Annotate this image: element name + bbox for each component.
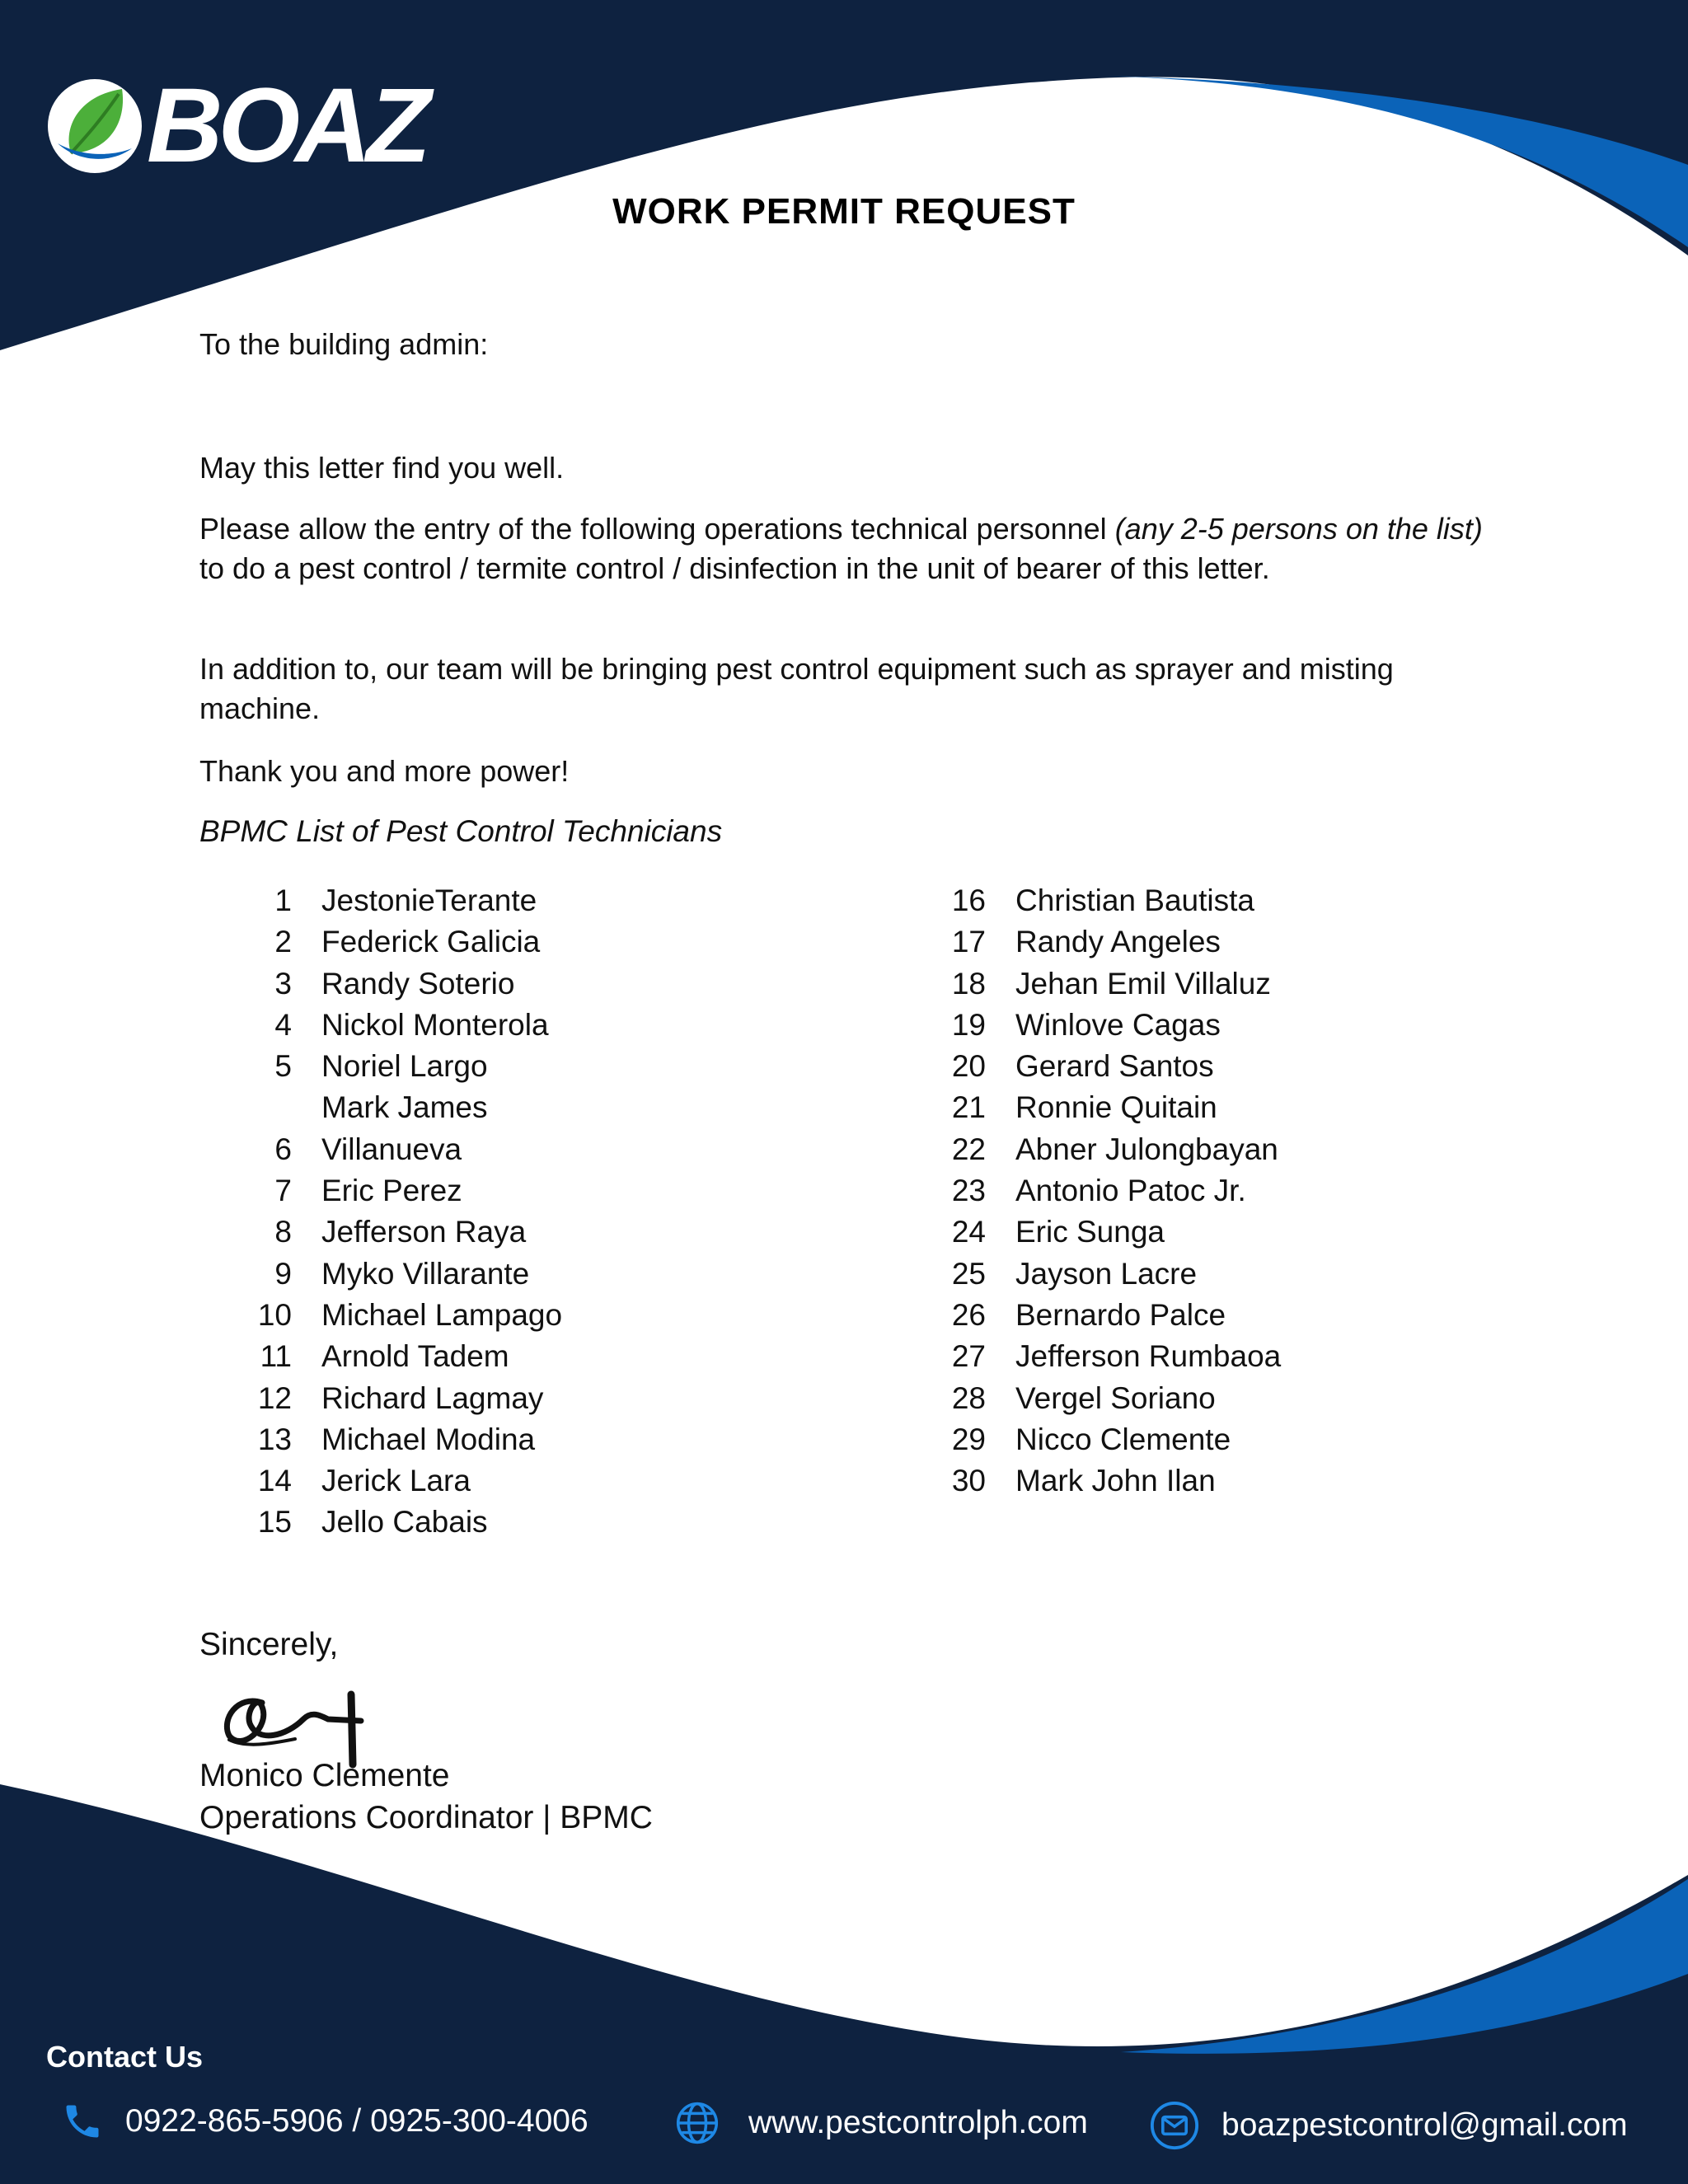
request-paragraph (199, 509, 1485, 588)
request-text-end: to do a pest control / termite control / disinfection in the unit of bearer of this letter. (199, 551, 1270, 585)
email-icon (1149, 2100, 1200, 2151)
technician-number: 7 (274, 1174, 292, 1208)
technician-row (204, 1046, 864, 1087)
technician-number: 27 (951, 1339, 986, 1374)
technician-row (204, 1295, 864, 1336)
boaz-leaf-logo-icon (46, 77, 143, 175)
technician-name: Jello Cabais (321, 1505, 488, 1540)
technician-row (898, 1336, 1558, 1377)
technician-name: Christian Bautista (1015, 883, 1254, 917)
technician-row (898, 921, 1558, 963)
technician-number: 21 (951, 1090, 986, 1125)
technician-number: 4 (274, 1007, 292, 1042)
contact-heading: Contact Us (46, 2040, 204, 2074)
technician-number: 5 (274, 1049, 292, 1084)
technician-name: Noriel Largo (321, 1049, 488, 1084)
technician-row (898, 1129, 1558, 1170)
thanks-line: Thank you and more power! (199, 754, 570, 788)
technician-name: Jehan Emil Villaluz (1015, 966, 1271, 1001)
technician-list-left (204, 880, 864, 1544)
salutation: To the building admin: (199, 327, 489, 361)
technician-row (898, 1295, 1558, 1336)
technician-number: 26 (951, 1297, 986, 1332)
technician-row (204, 1212, 864, 1253)
technician-name: Winlove Cagas (1015, 1007, 1221, 1042)
technician-name: Bernardo Palce (1015, 1297, 1226, 1332)
technician-row (898, 1005, 1558, 1046)
signature-image (213, 1678, 377, 1769)
technician-name: Jefferson Raya (321, 1215, 527, 1249)
contact-phone (61, 2100, 588, 2143)
technician-row (204, 1170, 864, 1212)
technician-number: 1 (274, 883, 292, 917)
technician-name: Michael Lampago (321, 1297, 563, 1332)
technician-row (204, 963, 864, 1005)
greeting: May this letter find you well. (199, 451, 565, 485)
technician-name: Myko Villarante (321, 1256, 530, 1291)
technician-row (898, 1254, 1558, 1295)
technician-name: Eric Sunga (1015, 1215, 1165, 1249)
technician-row (898, 963, 1558, 1005)
email-link[interactable]: boazpestcontrol@gmail.com (1221, 2107, 1628, 2143)
signatory-role: Operations Coordinator | BPMC (199, 1800, 653, 1835)
technician-number: 28 (951, 1380, 986, 1415)
technician-row (898, 880, 1558, 921)
technician-name: Vergel Soriano (1015, 1380, 1216, 1415)
contact-website[interactable] (674, 2100, 1088, 2146)
technician-number: 10 (257, 1297, 292, 1332)
phone-icon (61, 2100, 104, 2143)
technician-number: 24 (951, 1215, 986, 1249)
technician-number (204, 1087, 321, 1128)
technician-number: 14 (257, 1464, 292, 1498)
contact-email[interactable] (1149, 2100, 1628, 2151)
technician-number: 18 (951, 966, 986, 1001)
technician-number: 2 (274, 925, 292, 959)
equipment-paragraph: In addition to, our team will be bringing pest control equipment such as sprayer and misting machine. (199, 652, 1394, 725)
technician-number: 19 (951, 1007, 986, 1042)
technician-name: JestonieTerante (321, 883, 537, 917)
technician-name: Nickol Monterola (321, 1007, 549, 1042)
phone-numbers: 0922-865-5906 / 0925-300-4006 (125, 2103, 588, 2139)
technician-number: 15 (257, 1505, 292, 1540)
technician-name: Michael Modina (321, 1422, 536, 1456)
technician-row (898, 1046, 1558, 1087)
globe-icon (674, 2100, 720, 2146)
technician-row (898, 1212, 1558, 1253)
technician-row (204, 921, 864, 963)
technician-row (898, 1419, 1558, 1460)
technician-number: 16 (951, 883, 986, 917)
technician-row (204, 1460, 864, 1502)
technician-name: Nicco Clemente (1015, 1422, 1231, 1456)
technician-row (898, 1378, 1558, 1419)
technician-name: Richard Lagmay (321, 1380, 544, 1415)
technician-number: 3 (274, 966, 292, 1001)
technician-name: Federick Galicia (321, 925, 541, 959)
technician-number: 12 (257, 1380, 292, 1415)
technician-number: 8 (274, 1215, 292, 1249)
technician-row (204, 1336, 864, 1377)
technician-name: Antonio Patoc Jr. (1015, 1174, 1246, 1208)
technician-name: Gerard Santos (1015, 1049, 1214, 1084)
technician-row (204, 880, 864, 921)
technician-number: 22 (951, 1132, 986, 1166)
technician-row (898, 1170, 1558, 1212)
technician-name: Randy Angeles (1015, 925, 1221, 959)
technician-name: Villanueva (321, 1132, 462, 1166)
technician-name: Mark James (321, 1090, 488, 1125)
technician-number: 30 (951, 1464, 986, 1498)
technician-number: 9 (274, 1256, 292, 1291)
technician-name: Jefferson Rumbaoa (1015, 1339, 1282, 1374)
technician-number: 23 (951, 1174, 986, 1208)
request-text-note: (any 2-5 persons on the list) (1114, 512, 1483, 546)
technician-row (204, 1129, 864, 1170)
request-text-start: Please allow the entry of the following operations technical personnel (199, 512, 1115, 546)
technician-number: 11 (260, 1339, 292, 1374)
technician-name: Arnold Tadem (321, 1339, 509, 1374)
technician-list-right (898, 880, 1558, 1502)
signatory-name: Monico Clemente (199, 1758, 450, 1793)
technician-name: Jerick Lara (321, 1464, 471, 1498)
website-link[interactable]: www.pestcontrolph.com (748, 2105, 1088, 2140)
technician-name: Abner Julongbayan (1015, 1132, 1278, 1166)
technician-row (898, 1087, 1558, 1128)
technician-number: 20 (951, 1049, 986, 1084)
technician-number: 6 (274, 1132, 292, 1166)
technician-name: Randy Soterio (321, 966, 515, 1001)
technician-name: Ronnie Quitain (1015, 1090, 1217, 1125)
technician-row (204, 1254, 864, 1295)
list-title: BPMC List of Pest Control Technicians (199, 814, 723, 848)
technician-row (204, 1502, 864, 1543)
technician-number: 25 (951, 1256, 986, 1291)
technician-row (204, 1005, 864, 1046)
technician-number: 17 (951, 925, 986, 959)
technician-name: Mark John Ilan (1015, 1464, 1216, 1498)
technician-number: 13 (257, 1422, 292, 1456)
logo-wordmark: BOAZ (147, 67, 426, 185)
technician-name: Eric Perez (321, 1174, 462, 1208)
technician-row (204, 1378, 864, 1419)
closing-salutation: Sincerely, (199, 1627, 339, 1662)
technician-row (898, 1460, 1558, 1502)
technician-row (204, 1087, 864, 1128)
technician-number: 29 (951, 1422, 986, 1456)
technician-row (204, 1419, 864, 1460)
technician-name: Jayson Lacre (1015, 1256, 1198, 1291)
page-title: WORK PERMIT REQUEST (612, 191, 1076, 232)
